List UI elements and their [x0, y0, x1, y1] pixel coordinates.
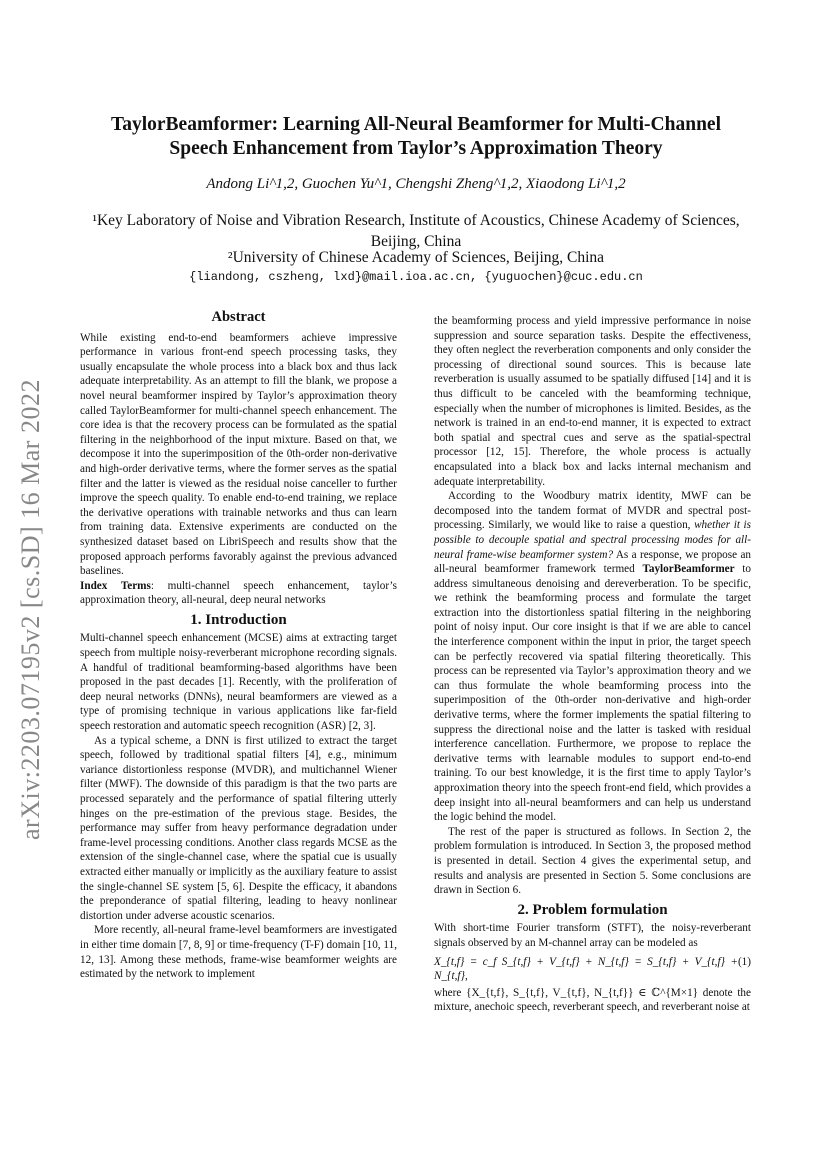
- intro-paragraph-4: the beamforming process and yield impressive performance in noise suppression and source separation tasks. Despite the effectiveness, they often neglect the reverberation components and only consider the processing of directional sound sources. This is because late reverberation is usually assumed to be spatially diffused [14] and it is thus difficult to be canceled with the beamforming technique, especially when the number of microphones is limited. Besides, as the network is trained in an end-to-end manner, it is expected to extract both spatial and spectral cues and serve as the spatial-spectral processor [12, 15]. Therefore, the whole process is actually encapsulated into a black box and lacks internal mechanism and adequate interpretability.: [434, 315, 751, 488]
- intro-paragraph-6: The rest of the paper is structured as follows. In Section 2, the problem formulation is introduced. In Section 3, the proposed method is presented in detail. Section 4 gives the experimental setup, and results and analysis are presented in Section 5. Some conclusions are drawn in Section 6.: [434, 825, 751, 897]
- problem-heading: 2. Problem formulation: [517, 901, 668, 918]
- intro-p5-text-a: According to the Woodbury matrix identity, MWF can be decomposed into the tandem format of MVDR and spectral post-processing. Similarly, we would like to raise a question,: [434, 490, 751, 532]
- equation-number: (1): [737, 955, 751, 968]
- intro-paragraph-3: More recently, all-neural frame-level beamformers are investigated in either time domain [7, 8, 9] or time-frequency (T-F) domain [10, 11, 12, 13]. Among these methods, frame-wise beamformer weights are estimated by the network to implement: [80, 924, 397, 981]
- author-list: Andong Li^1,2, Guochen Yu^1, Chengshi Zheng^1,2, Xiaodong Li^1,2: [206, 176, 626, 192]
- affiliation-1: ¹Key Laboratory of Noise and Vibration Research, Institute of Acoustics, Chinese Academy of Sciences, Beijing, China: [92, 212, 740, 250]
- problem-paragraph-2: where {X_{t,f}, S_{t,f}, V_{t,f}, N_{t,f}} ∈ ℂ^{M×1} denote the mixture, anechoic speech, reverberant speech, and reverberant noise at: [434, 986, 751, 1014]
- intro-p5-text-c: to address simultaneous denoising and dereverberation. To be specific, we rethink the beamforming process and formulate the target extraction into the distortionless spatial filtering in the neighboring point of noisy input. Our core insight is that if we are able to cancel the interference component within the input in prior, the target speech can be perfectly recovered via spatial filtering theoretically. This process can be represented via Taylor’s approximation theory and we can thus formulate the whole beamforming process into the superimposition of the 0th-order non-derivative and high-order derivative terms, where the former implements the spatial filtering to suppress the directional noise and the latter is tasked with residual interference cancellation. Furthermore, we propose to replace the derivative terms with learnable modules to support end-to-end training. To our best knowledge, it is the first time to apply Taylor’s approximation theory into the speech front-end field, which provides a deep insight into all-neural beamformers and can help us understand the logic behind the model.: [434, 563, 752, 824]
- equation-body: X_{t,f} = c_f S_{t,f} + V_{t,f} + N_{t,f} = S_{t,f} + V_{t,f} + N_{t,f},: [434, 955, 738, 983]
- paper-title: TaylorBeamformer: Learning All-Neural Beamformer for Multi-Channel Speech Enhancement from Taylor’s Approximation Theory: [111, 114, 721, 159]
- index-terms-text: : multi-channel speech enhancement, taylor’s approximation theory, all-neural, deep neural networks: [80, 579, 397, 607]
- left-column: [80, 310, 397, 982]
- author-emails: {liandong, cszheng, lxd}@mail.ioa.ac.cn, {yuguochen}@cuc.edu.cn: [189, 270, 643, 284]
- right-column: [434, 314, 751, 1015]
- intro-p5-text-b: As a response, we propose an all-neural beamformer framework termed: [434, 548, 752, 576]
- intro-paragraph-2: As a typical scheme, a DNN is first utilized to extract the target speech, followed by traditional spatial filters [4], e.g., minimum variance distortionless response (MVDR), and multichannel Wiener filter (MWF). The downside of this paradigm is that the two parts are processed separately and the performance of spatial filtering utterly hinges on the pre-estimation of the previous stage. Besides, the performance may suffer from heavy performance degradation under frame-level processing conditions. Another class regards MCSE as the extension of the single-channel case, where the spatial cue is usually extracted either manually or implicitly as the auxiliary feature to assist the single-channel SE system [5, 6]. Despite the efficacy, it abandons the preponderance of spatial filtering, leading to heavy nonlinear distortion under adverse acoustic scenarios.: [80, 734, 397, 922]
- abstract-text: While existing end-to-end beamformers achieve impressive performance in various front-end speech processing tasks, they usually encapsulate the whole process into a black box and thus lack adequate interpretability. As an attempt to fill the blank, we propose a novel neural beamformer inspired by Taylor’s approximation theory called TaylorBeamformer for multi-channel speech enhancement. The core idea is that the recovery process can be formulated as the spatial filtering in the neighborhood of the input mixture. Based on that, we decompose it into the superimposition of the 0th-order non-derivative and high-order derivative terms, where the former serves as the spatial filter and the latter is viewed as the residual noise canceller to further improve the speech quality. To enable end-to-end training, we replace the derivative operations with trainable networks and thus can learn from training data. Extensive experiments are conducted on the synthesized dataset based on LibriSpeech and results show that the proposed approach performs favorably against the previous advanced baselines.: [80, 331, 397, 578]
- arxiv-watermark: arXiv:2203.07195v2 [cs.SD] 16 Mar 2022: [16, 379, 45, 841]
- research-question: whether it is possible to decouple spatial and spectral processing modes for all-neural frame-wise beamformer system?: [434, 519, 751, 561]
- index-terms-label: Index Terms: [80, 579, 151, 592]
- equation-1: [434, 955, 751, 984]
- index-terms: [80, 579, 397, 608]
- intro-heading: 1. Introduction: [190, 611, 287, 628]
- intro-paragraph-1: Multi-channel speech enhancement (MCSE) aims at extracting target speech from multiple noisy-reverberant microphone recording signals. A handful of traditional beamforming-based algorithms have been proposed in the past decades [1]. Recently, with the proliferation of deep neural networks (DNNs), neural beamformers are viewed as a type of promising technique in various applications like far-field speech restoration and automatic speech recognition (ASR) [2, 3].: [80, 632, 397, 733]
- method-name: TaylorBeamformer: [642, 563, 735, 576]
- problem-paragraph-1: With short-time Fourier transform (STFT), the noisy-reverberant signals observed by an M-channel array can be modeled as: [434, 922, 751, 949]
- abstract-heading: Abstract: [211, 309, 266, 325]
- intro-paragraph-5: [434, 489, 751, 825]
- affiliation-2: ²University of Chinese Academy of Sciences, Beijing, China: [227, 249, 605, 266]
